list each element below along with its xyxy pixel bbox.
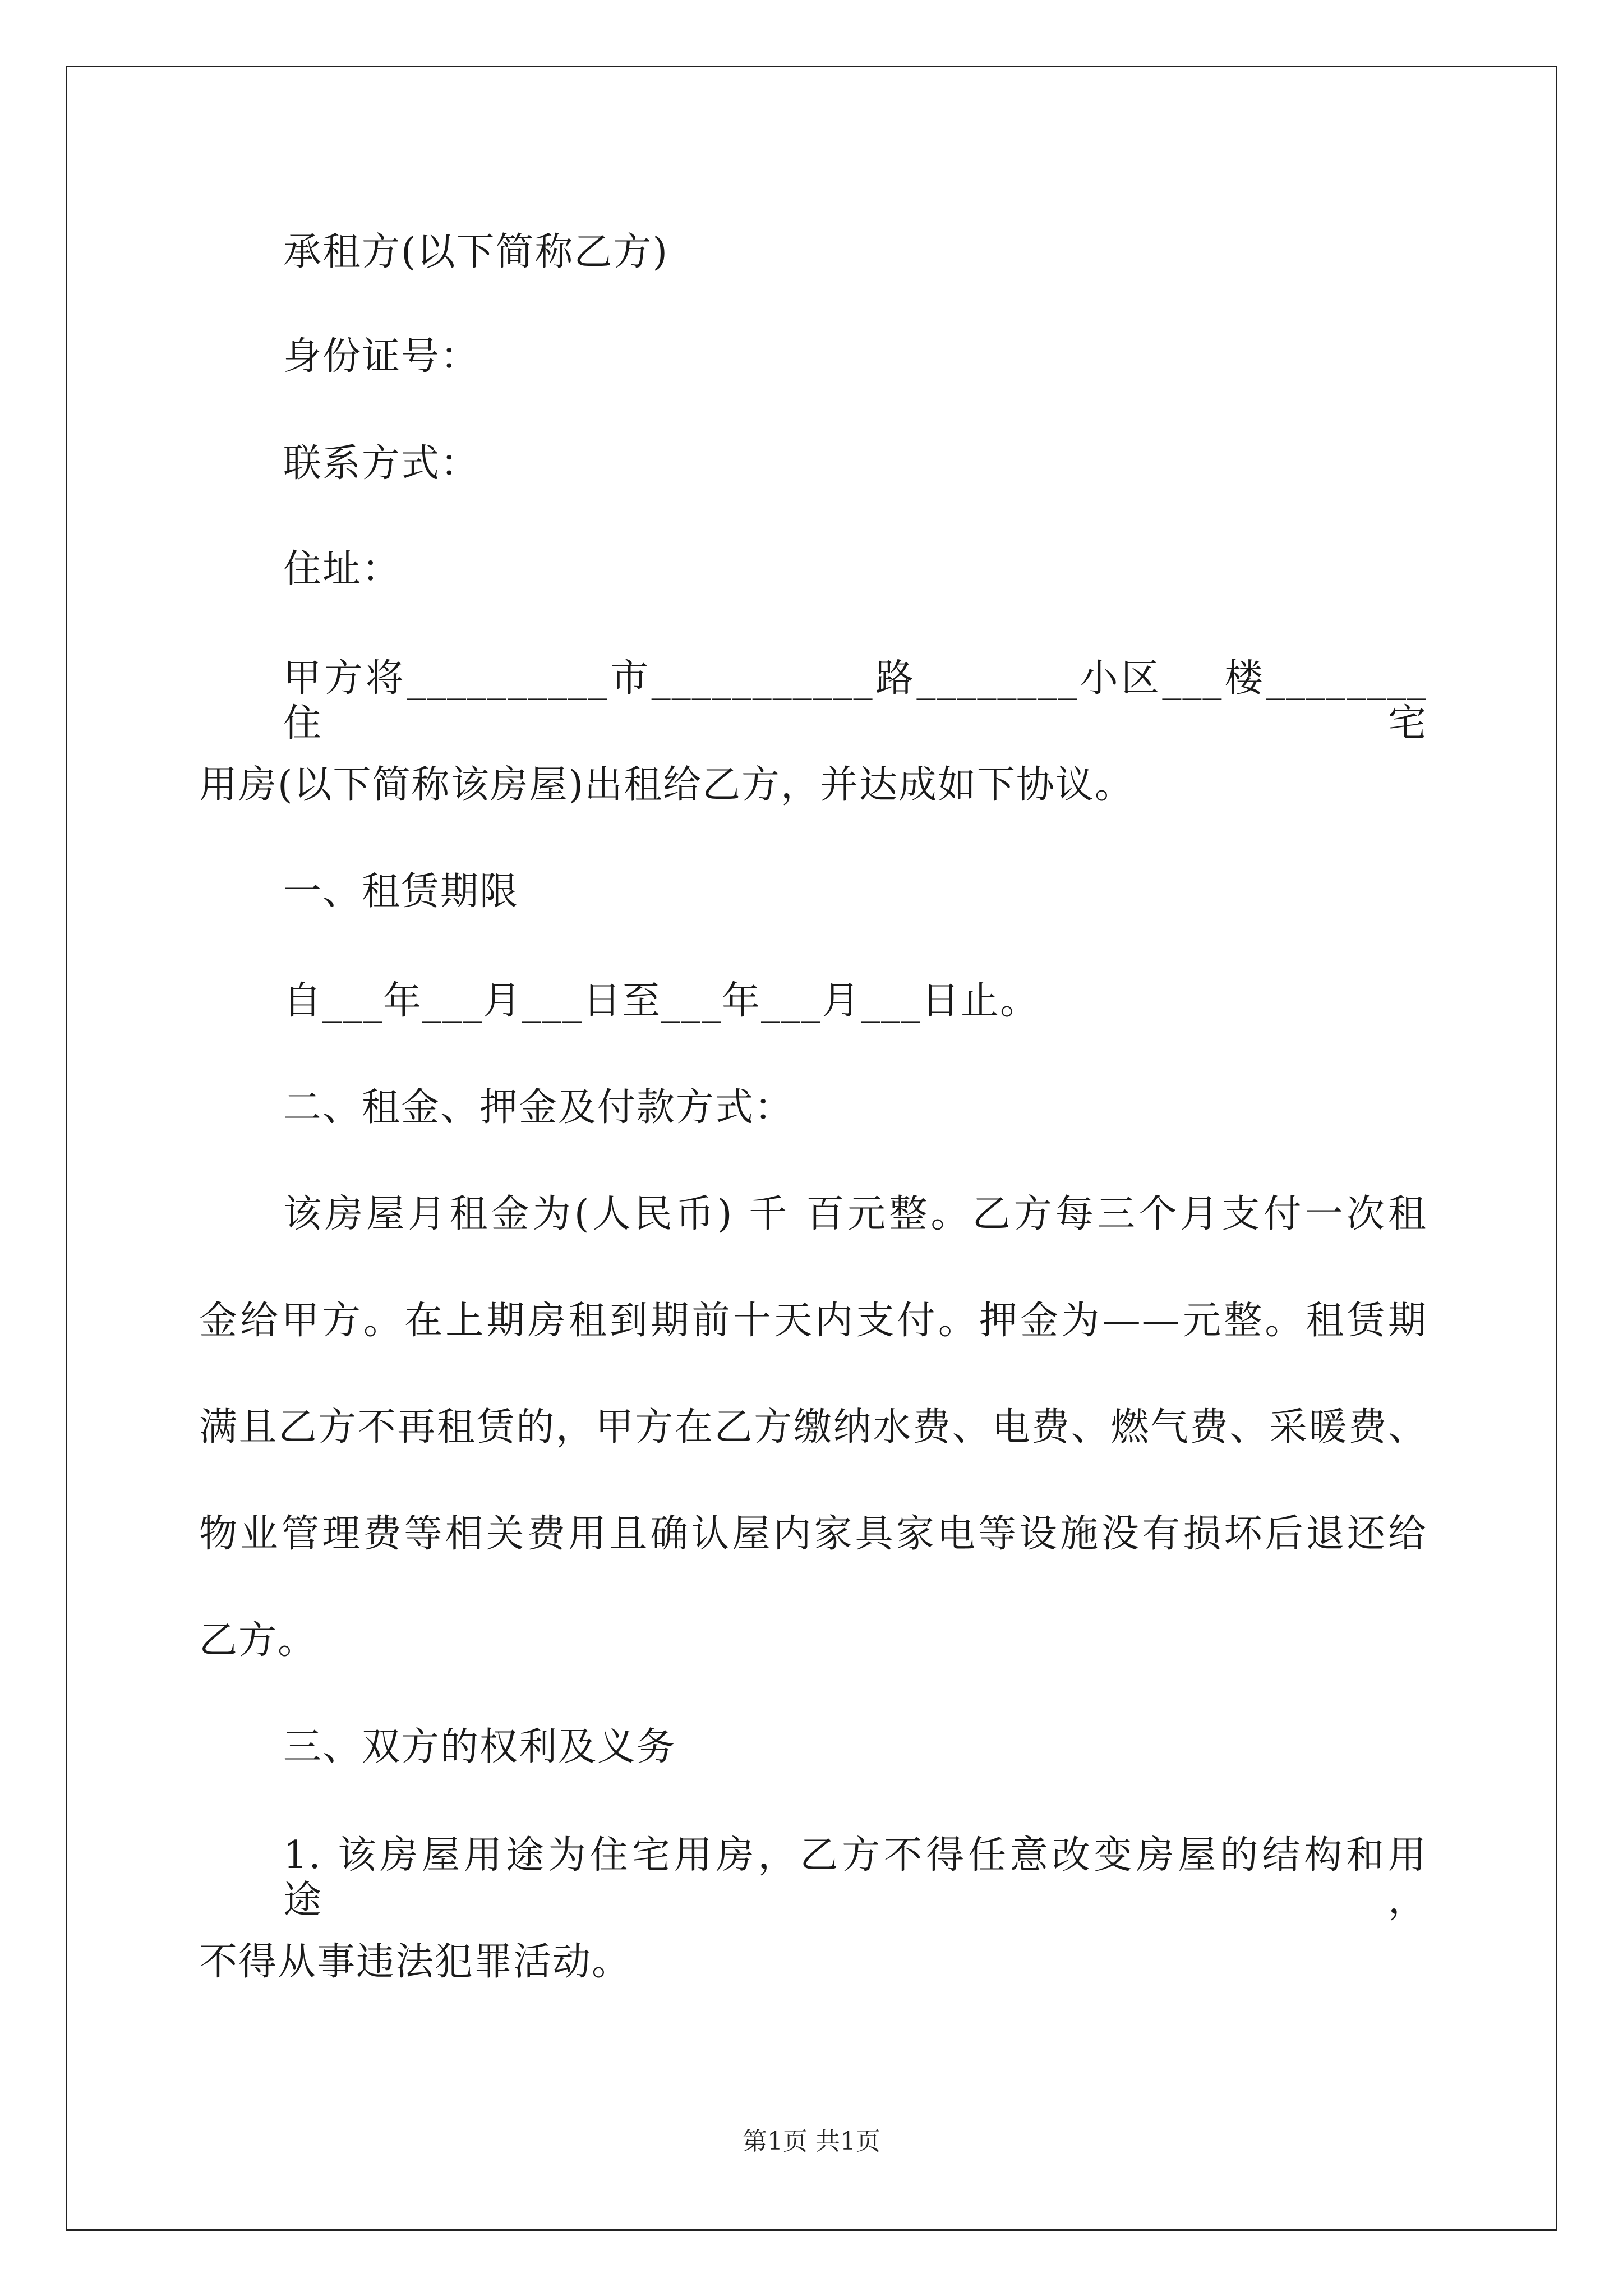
section-3-heading: 三、双方的权利及义务 — [283, 1725, 676, 1769]
rent-clause-line-1: 该房屋月租金为(人民币) 千 百元整。乙方每三个月支付一次租 — [283, 1192, 1427, 1236]
rent-clause-line-3: 满且乙方不再租赁的，甲方在乙方缴纳水费、电费、燃气费、采暖费、 — [199, 1405, 1427, 1450]
page-number: 第1页 共1页 — [743, 2127, 880, 2156]
section-2-heading: 二、租金、押金及付款方式： — [283, 1085, 794, 1130]
rent-clause-line-4: 物业管理费等相关费用且确认屋内家具家电等设施没有损坏后退还给 — [199, 1512, 1427, 1556]
section-1-heading: 一、租赁期限 — [283, 869, 519, 914]
rent-clause-line-5: 乙方。 — [199, 1618, 317, 1663]
lease-term-line: 自___年___月___日至___年___月___日止。 — [283, 979, 1040, 1023]
usage-clause-line-2: 不得从事违法犯罪活动。 — [199, 1940, 631, 1984]
property-clause-line-2: 用房(以下简称该房屋)出租给乙方，并达成如下协议。 — [199, 763, 1135, 807]
contact-field: 联系方式： — [283, 441, 480, 486]
rent-clause-line-2: 金给甲方。在上期房租到期前十天内支付。押金为——元整。租赁期 — [199, 1299, 1427, 1343]
property-clause-line-1: 甲方将__________市___________路________小区___楼________住宅 — [283, 656, 1427, 746]
address-field: 住址： — [283, 547, 402, 591]
lessee-heading: 承租方(以下简称乙方) — [283, 230, 669, 274]
id-number-field: 身份证号： — [283, 334, 480, 379]
usage-clause-line-1: 1. 该房屋用途为住宅用房，乙方不得任意改变房屋的结构和用途， — [283, 1833, 1427, 1922]
